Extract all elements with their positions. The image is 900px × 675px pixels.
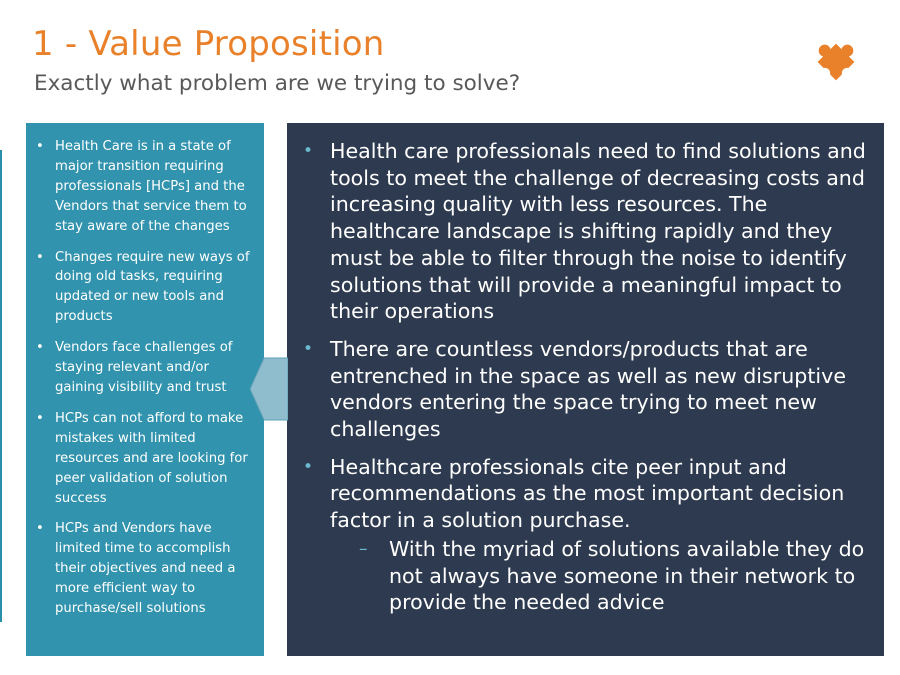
left-list-item <box>36 519 256 619</box>
left-list-item <box>36 409 256 509</box>
page-subtitle: Exactly what problem are we trying to solve? <box>34 71 521 96</box>
left-edge-line <box>0 150 2 622</box>
bullet-icon: • <box>36 340 44 356</box>
right-list-item-text: Healthcare professionals cite peer input and recommendations as the most important decision factor in a solution purchase. <box>330 454 845 533</box>
bullet-icon: • <box>36 521 44 537</box>
right-list-item-text: Health care professionals need to find solutions and tools to meet the challenge of decreasing costs and increasing quality with less resources. The healthcare landscape is shifting rapidly and they must be able to filter through the noise to identify solutions that will provide a meaningful impact to their operations <box>330 139 866 324</box>
left-panel <box>26 123 264 656</box>
left-list-item <box>36 248 256 328</box>
left-list-item-text: Changes require new ways of doing old tasks, requiring updated or new tools and products <box>55 249 250 325</box>
left-bullet-list <box>36 137 256 619</box>
left-list-item-text: HCPs can not afford to make mistakes with limited resources and are looking for peer validation of solution success <box>55 410 248 506</box>
right-list-item <box>301 138 876 325</box>
bullet-icon: • <box>303 338 314 359</box>
right-sub-list-item-text: With the myriad of solutions available they do not always have someone in their network to provide the needed advice <box>389 536 865 615</box>
right-sub-list <box>330 536 876 616</box>
bullet-icon: • <box>36 410 44 426</box>
left-list-item-text: Health Care is in a state of major transition requiring professionals [HCPs] and the Vendors that service them to stay aware of the changes <box>55 139 247 234</box>
left-list-item-text: Vendors face challenges of staying relevant and/or gaining visibility and trust <box>55 340 233 395</box>
page-title: 1 - Value Proposition <box>32 24 385 64</box>
right-sub-list-item <box>330 536 876 616</box>
right-bullet-list <box>301 138 876 616</box>
bullet-icon: • <box>36 139 44 154</box>
left-list-item <box>36 338 256 398</box>
bullet-icon: • <box>303 141 314 161</box>
bullet-icon: • <box>36 249 44 265</box>
right-list-item-text: There are countless vendors/products that are entrenched in the space as well as new disruptive vendors entering the space trying to meet new challenges <box>330 336 846 442</box>
bullet-icon: • <box>303 456 314 477</box>
right-list-item <box>301 454 876 616</box>
dash-icon: – <box>359 538 368 559</box>
connector-arrow-icon <box>250 355 288 423</box>
puzzle-piece-icon <box>808 36 864 88</box>
right-panel <box>287 123 884 656</box>
left-list-item-text: HCPs and Vendors have limited time to accomplish their objectives and need a more efficient way to purchase/sell solutions <box>55 521 236 617</box>
right-list-item <box>301 336 876 443</box>
left-list-item <box>36 137 256 237</box>
